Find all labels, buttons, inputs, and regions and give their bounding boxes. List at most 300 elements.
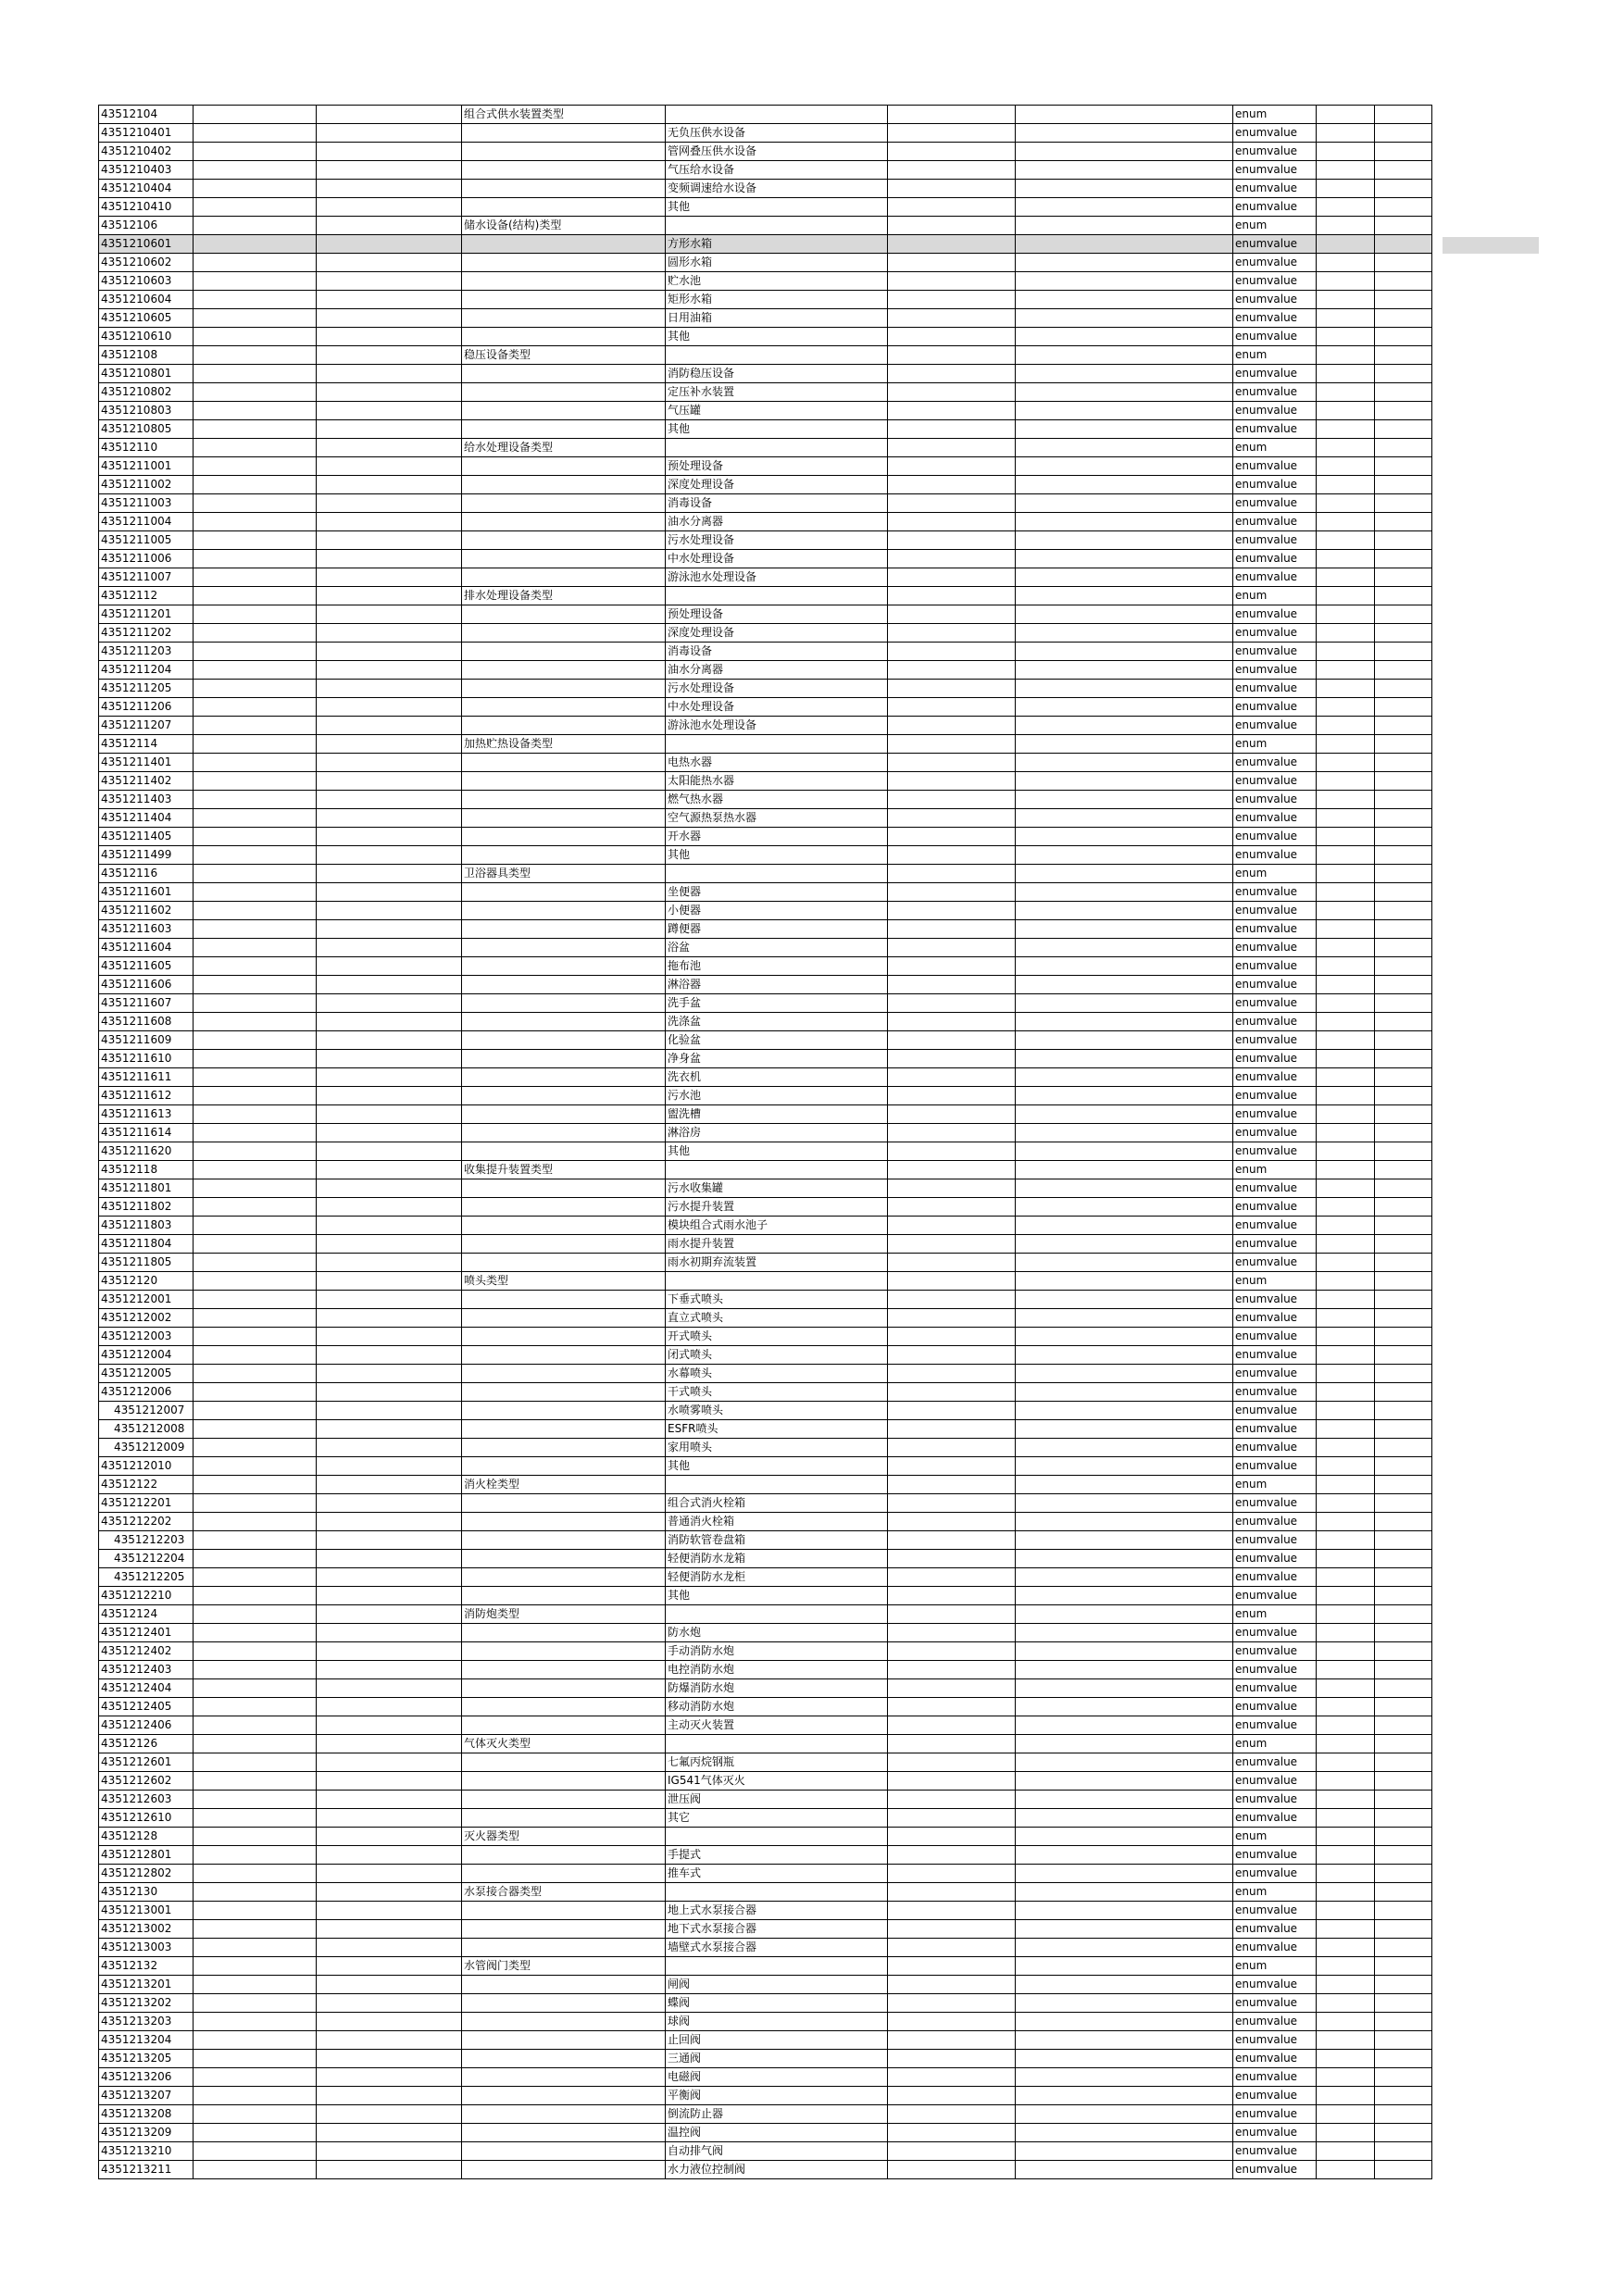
value-name-cell: 淋浴房 xyxy=(666,1124,888,1142)
empty-cell xyxy=(317,550,462,568)
table-row xyxy=(99,846,1432,865)
empty-cell xyxy=(317,2050,462,2068)
empty-cell xyxy=(1016,235,1233,254)
kind-cell: enumvalue xyxy=(1233,1013,1317,1031)
table-row xyxy=(99,1939,1432,1957)
empty-cell xyxy=(1317,1328,1375,1346)
empty-cell xyxy=(1375,1476,1432,1494)
code-cell: 4351210402 xyxy=(99,143,194,161)
table-row xyxy=(99,1309,1432,1328)
empty-cell xyxy=(317,1716,462,1735)
table-row xyxy=(99,1661,1432,1679)
kind-cell: enumvalue xyxy=(1233,2031,1317,2050)
empty-cell xyxy=(1317,1457,1375,1476)
empty-cell xyxy=(1016,1976,1233,1994)
value-name-cell: 开水器 xyxy=(666,828,888,846)
type-name-cell xyxy=(462,1661,666,1679)
kind-cell: enumvalue xyxy=(1233,1328,1317,1346)
code-cell: 4351212403 xyxy=(99,1661,194,1679)
empty-cell xyxy=(194,1272,317,1291)
code-cell: 4351211614 xyxy=(99,1124,194,1142)
empty-cell xyxy=(888,1976,1016,1994)
empty-cell xyxy=(888,1179,1016,1198)
empty-cell xyxy=(1317,476,1375,494)
empty-cell xyxy=(888,1439,1016,1457)
kind-cell: enum xyxy=(1233,217,1317,235)
empty-cell xyxy=(1317,1402,1375,1420)
value-name-cell: 七氟丙烷钢瓶 xyxy=(666,1753,888,1772)
code-cell: 4351211499 xyxy=(99,846,194,865)
code-cell: 4351212406 xyxy=(99,1716,194,1735)
empty-cell xyxy=(1016,883,1233,902)
empty-cell xyxy=(194,754,317,772)
empty-cell xyxy=(888,402,1016,420)
highlight-strip xyxy=(1443,237,1539,254)
empty-cell xyxy=(317,828,462,846)
empty-cell xyxy=(1375,180,1432,198)
empty-cell xyxy=(1016,124,1233,143)
kind-cell: enumvalue xyxy=(1233,161,1317,180)
empty-cell xyxy=(888,1865,1016,1883)
empty-cell xyxy=(194,1476,317,1494)
table-row xyxy=(99,1605,1432,1624)
empty-cell xyxy=(317,587,462,605)
table-row xyxy=(99,1531,1432,1550)
value-name-cell: 油水分离器 xyxy=(666,513,888,531)
empty-cell xyxy=(317,420,462,439)
type-name-cell: 水管阀门类型 xyxy=(462,1957,666,1976)
empty-cell xyxy=(1375,1568,1432,1587)
code-cell: 4351212404 xyxy=(99,1679,194,1698)
empty-cell xyxy=(1375,106,1432,124)
value-name-cell: 污水提升装置 xyxy=(666,1198,888,1217)
value-name-cell: 方形水箱 xyxy=(666,235,888,254)
empty-cell xyxy=(888,735,1016,754)
table-row xyxy=(99,976,1432,994)
type-name-cell xyxy=(462,1642,666,1661)
empty-cell xyxy=(888,920,1016,939)
code-cell: 43512108 xyxy=(99,346,194,365)
empty-cell xyxy=(888,1420,1016,1439)
code-cell: 4351212601 xyxy=(99,1753,194,1772)
value-name-cell: 小便器 xyxy=(666,902,888,920)
table-row xyxy=(99,920,1432,939)
empty-cell xyxy=(888,1124,1016,1142)
empty-cell xyxy=(1317,1272,1375,1291)
value-name-cell: 污水池 xyxy=(666,1087,888,1105)
code-cell: 4351213209 xyxy=(99,2124,194,2142)
type-name-cell xyxy=(462,1328,666,1346)
value-name-cell: 游泳池水处理设备 xyxy=(666,717,888,735)
empty-cell xyxy=(194,1809,317,1828)
kind-cell: enumvalue xyxy=(1233,1939,1317,1957)
table-row xyxy=(99,1735,1432,1753)
empty-cell xyxy=(317,291,462,309)
code-cell: 4351210601 xyxy=(99,235,194,254)
kind-cell: enumvalue xyxy=(1233,1994,1317,2013)
value-name-cell: 污水收集罐 xyxy=(666,1179,888,1198)
empty-cell xyxy=(194,1013,317,1031)
empty-cell xyxy=(194,1698,317,1716)
kind-cell: enumvalue xyxy=(1233,1624,1317,1642)
empty-cell xyxy=(1016,1957,1233,1976)
empty-cell xyxy=(317,254,462,272)
table-row xyxy=(99,494,1432,513)
code-cell: 4351212401 xyxy=(99,1624,194,1642)
empty-cell xyxy=(1375,568,1432,587)
value-name-cell: IG541气体灭火 xyxy=(666,1772,888,1791)
table-row xyxy=(99,902,1432,920)
value-name-cell: 闸阀 xyxy=(666,1976,888,1994)
kind-cell: enumvalue xyxy=(1233,1105,1317,1124)
empty-cell xyxy=(1375,828,1432,846)
value-name-cell: 气压罐 xyxy=(666,402,888,420)
empty-cell xyxy=(194,1568,317,1587)
empty-cell xyxy=(888,439,1016,457)
empty-cell xyxy=(317,624,462,643)
type-name-cell xyxy=(462,1124,666,1142)
code-cell: 4351210602 xyxy=(99,254,194,272)
table-row xyxy=(99,254,1432,272)
empty-cell xyxy=(1016,1291,1233,1309)
empty-cell xyxy=(888,1254,1016,1272)
empty-cell xyxy=(1016,198,1233,217)
empty-cell xyxy=(1375,939,1432,957)
type-name-cell xyxy=(462,1365,666,1383)
empty-cell xyxy=(1375,1513,1432,1531)
empty-cell xyxy=(317,2161,462,2179)
enum-code-table xyxy=(98,105,1432,2179)
empty-cell xyxy=(194,939,317,957)
empty-cell xyxy=(317,531,462,550)
empty-cell xyxy=(1317,494,1375,513)
empty-cell xyxy=(1375,680,1432,698)
empty-cell xyxy=(1375,1809,1432,1828)
empty-cell xyxy=(888,957,1016,976)
empty-cell xyxy=(1317,828,1375,846)
code-cell: 4351213203 xyxy=(99,2013,194,2031)
code-cell: 4351212003 xyxy=(99,1328,194,1346)
empty-cell xyxy=(888,624,1016,643)
code-cell: 4351212005 xyxy=(99,1365,194,1383)
empty-cell xyxy=(1375,1179,1432,1198)
table-row xyxy=(99,161,1432,180)
value-name-cell: 水力液位控制阀 xyxy=(666,2161,888,2179)
empty-cell xyxy=(1317,1198,1375,1217)
empty-cell xyxy=(1317,2087,1375,2105)
empty-cell xyxy=(1317,309,1375,328)
empty-cell xyxy=(888,1642,1016,1661)
empty-cell xyxy=(888,328,1016,346)
empty-cell xyxy=(194,661,317,680)
empty-cell xyxy=(1375,328,1432,346)
type-name-cell xyxy=(462,1105,666,1124)
code-cell: 4351212007 xyxy=(99,1402,194,1420)
empty-cell xyxy=(194,494,317,513)
code-cell: 4351211003 xyxy=(99,494,194,513)
empty-cell xyxy=(1317,1254,1375,1272)
type-name-cell xyxy=(462,1402,666,1420)
empty-cell xyxy=(194,383,317,402)
empty-cell xyxy=(1375,1679,1432,1698)
value-name-cell: 开式喷头 xyxy=(666,1328,888,1346)
empty-cell xyxy=(1016,217,1233,235)
empty-cell xyxy=(888,124,1016,143)
empty-cell xyxy=(1016,828,1233,846)
empty-cell xyxy=(317,2031,462,2050)
type-name-cell: 消防炮类型 xyxy=(462,1605,666,1624)
empty-cell xyxy=(317,1957,462,1976)
empty-cell xyxy=(1375,902,1432,920)
empty-cell xyxy=(1016,1846,1233,1865)
empty-cell xyxy=(1317,1087,1375,1105)
empty-cell xyxy=(1375,994,1432,1013)
empty-cell xyxy=(1317,124,1375,143)
empty-cell xyxy=(1317,1235,1375,1254)
empty-cell xyxy=(888,1235,1016,1254)
kind-cell: enumvalue xyxy=(1233,235,1317,254)
empty-cell xyxy=(317,1828,462,1846)
empty-cell xyxy=(194,2013,317,2031)
table-row xyxy=(99,1068,1432,1087)
code-cell: 4351211613 xyxy=(99,1105,194,1124)
empty-cell xyxy=(194,587,317,605)
empty-cell xyxy=(1016,1642,1233,1661)
kind-cell: enumvalue xyxy=(1233,513,1317,531)
type-name-cell xyxy=(462,809,666,828)
table-row xyxy=(99,1439,1432,1457)
table-row xyxy=(99,698,1432,717)
type-name-cell: 喷头类型 xyxy=(462,1272,666,1291)
code-cell: 4351212402 xyxy=(99,1642,194,1661)
empty-cell xyxy=(194,1753,317,1772)
empty-cell xyxy=(1016,1920,1233,1939)
empty-cell xyxy=(888,2161,1016,2179)
empty-cell xyxy=(317,439,462,457)
code-cell: 4351213211 xyxy=(99,2161,194,2179)
empty-cell xyxy=(194,1920,317,1939)
table-row xyxy=(99,1346,1432,1365)
type-name-cell xyxy=(462,1142,666,1161)
empty-cell xyxy=(1016,2087,1233,2105)
type-name-cell xyxy=(462,1420,666,1439)
empty-cell xyxy=(317,1661,462,1679)
value-name-cell: 普通消火栓箱 xyxy=(666,1513,888,1531)
empty-cell xyxy=(888,2124,1016,2142)
table-row xyxy=(99,1902,1432,1920)
empty-cell xyxy=(317,494,462,513)
code-cell: 4351210603 xyxy=(99,272,194,291)
empty-cell xyxy=(1317,531,1375,550)
empty-cell xyxy=(1016,1883,1233,1902)
empty-cell xyxy=(317,346,462,365)
empty-cell xyxy=(1317,457,1375,476)
value-name-cell: 污水处理设备 xyxy=(666,531,888,550)
type-name-cell xyxy=(462,531,666,550)
type-name-cell xyxy=(462,1254,666,1272)
table-row xyxy=(99,1198,1432,1217)
empty-cell xyxy=(888,457,1016,476)
empty-cell xyxy=(1317,1105,1375,1124)
empty-cell xyxy=(1375,1087,1432,1105)
empty-cell xyxy=(317,976,462,994)
empty-cell xyxy=(1317,180,1375,198)
code-cell: 4351211802 xyxy=(99,1198,194,1217)
empty-cell xyxy=(194,1309,317,1328)
value-name-cell: 洗手盆 xyxy=(666,994,888,1013)
empty-cell xyxy=(1317,1161,1375,1179)
empty-cell xyxy=(317,957,462,976)
code-cell: 4351211602 xyxy=(99,902,194,920)
empty-cell xyxy=(317,2013,462,2031)
empty-cell xyxy=(1375,865,1432,883)
empty-cell xyxy=(888,1568,1016,1587)
empty-cell xyxy=(1016,1254,1233,1272)
table-row xyxy=(99,513,1432,531)
table-row xyxy=(99,1050,1432,1068)
empty-cell xyxy=(1317,883,1375,902)
type-name-cell xyxy=(462,309,666,328)
empty-cell xyxy=(317,1031,462,1050)
empty-cell xyxy=(888,1513,1016,1531)
empty-cell xyxy=(317,2087,462,2105)
type-name-cell: 水泵接合器类型 xyxy=(462,1883,666,1902)
empty-cell xyxy=(888,846,1016,865)
code-cell: 43512128 xyxy=(99,1828,194,1846)
empty-cell xyxy=(317,365,462,383)
empty-cell xyxy=(888,1661,1016,1679)
empty-cell xyxy=(888,1828,1016,1846)
table-row xyxy=(99,1494,1432,1513)
table-row xyxy=(99,1753,1432,1772)
empty-cell xyxy=(888,994,1016,1013)
empty-cell xyxy=(194,180,317,198)
type-name-cell xyxy=(462,1013,666,1031)
code-cell: 4351212202 xyxy=(99,1513,194,1531)
value-name-cell: 防爆消防水炮 xyxy=(666,1679,888,1698)
value-name-cell: 定压补水装置 xyxy=(666,383,888,402)
value-name-cell: 淋浴器 xyxy=(666,976,888,994)
value-name-cell: 其他 xyxy=(666,198,888,217)
empty-cell xyxy=(1317,643,1375,661)
type-name-cell xyxy=(462,513,666,531)
empty-cell xyxy=(317,939,462,957)
empty-cell xyxy=(317,513,462,531)
empty-cell xyxy=(1375,2013,1432,2031)
empty-cell xyxy=(888,1753,1016,1772)
empty-cell xyxy=(1317,402,1375,420)
value-name-cell: 洗涤盆 xyxy=(666,1013,888,1031)
type-name-cell xyxy=(462,1939,666,1957)
empty-cell xyxy=(1317,1531,1375,1550)
empty-cell xyxy=(317,217,462,235)
empty-cell xyxy=(1317,2031,1375,2050)
empty-cell xyxy=(888,1679,1016,1698)
empty-cell xyxy=(1016,976,1233,994)
value-name-cell xyxy=(666,1161,888,1179)
empty-cell xyxy=(194,1531,317,1550)
empty-cell xyxy=(1317,254,1375,272)
empty-cell xyxy=(1317,550,1375,568)
empty-cell xyxy=(1375,754,1432,772)
code-cell: 43512114 xyxy=(99,735,194,754)
empty-cell xyxy=(1016,309,1233,328)
empty-cell xyxy=(1317,1865,1375,1883)
type-name-cell xyxy=(462,680,666,698)
kind-cell: enumvalue xyxy=(1233,383,1317,402)
kind-cell: enumvalue xyxy=(1233,143,1317,161)
kind-cell: enumvalue xyxy=(1233,531,1317,550)
table-row xyxy=(99,1087,1432,1105)
type-name-cell xyxy=(462,180,666,198)
empty-cell xyxy=(888,1309,1016,1328)
empty-cell xyxy=(194,1457,317,1476)
code-cell: 4351210801 xyxy=(99,365,194,383)
empty-cell xyxy=(888,513,1016,531)
empty-cell xyxy=(194,272,317,291)
empty-cell xyxy=(1375,346,1432,365)
kind-cell: enumvalue xyxy=(1233,920,1317,939)
value-name-cell: 深度处理设备 xyxy=(666,476,888,494)
kind-cell: enumvalue xyxy=(1233,365,1317,383)
empty-cell xyxy=(888,1531,1016,1550)
table-row xyxy=(99,1679,1432,1698)
value-name-cell: 化验盆 xyxy=(666,1031,888,1050)
table-row xyxy=(99,1642,1432,1661)
empty-cell xyxy=(1375,161,1432,180)
empty-cell xyxy=(317,1254,462,1272)
empty-cell xyxy=(1317,1846,1375,1865)
empty-cell xyxy=(317,124,462,143)
value-name-cell: 拖布池 xyxy=(666,957,888,976)
kind-cell: enumvalue xyxy=(1233,1346,1317,1365)
empty-cell xyxy=(1317,1309,1375,1328)
kind-cell: enumvalue xyxy=(1233,1698,1317,1716)
type-name-cell xyxy=(462,1587,666,1605)
empty-cell xyxy=(1375,735,1432,754)
empty-cell xyxy=(1016,1031,1233,1050)
empty-cell xyxy=(194,1087,317,1105)
empty-cell xyxy=(317,661,462,680)
kind-cell: enumvalue xyxy=(1233,1513,1317,1531)
table-row xyxy=(99,2124,1432,2142)
empty-cell xyxy=(888,1624,1016,1642)
empty-cell xyxy=(1016,1457,1233,1476)
empty-cell xyxy=(1317,1142,1375,1161)
kind-cell: enumvalue xyxy=(1233,1716,1317,1735)
kind-cell: enumvalue xyxy=(1233,291,1317,309)
code-cell: 4351211201 xyxy=(99,605,194,624)
value-name-cell xyxy=(666,1735,888,1753)
kind-cell: enumvalue xyxy=(1233,772,1317,791)
value-name-cell: 洗衣机 xyxy=(666,1068,888,1087)
empty-cell xyxy=(1375,1291,1432,1309)
empty-cell xyxy=(888,568,1016,587)
empty-cell xyxy=(317,735,462,754)
empty-cell xyxy=(1016,1087,1233,1105)
value-name-cell: 其他 xyxy=(666,1142,888,1161)
type-name-cell xyxy=(462,328,666,346)
kind-cell: enumvalue xyxy=(1233,809,1317,828)
empty-cell xyxy=(1317,994,1375,1013)
kind-cell: enumvalue xyxy=(1233,680,1317,698)
empty-cell xyxy=(194,198,317,217)
empty-cell xyxy=(317,1346,462,1365)
empty-cell xyxy=(317,235,462,254)
empty-cell xyxy=(317,1865,462,1883)
type-name-cell xyxy=(462,1457,666,1476)
table-row xyxy=(99,531,1432,550)
